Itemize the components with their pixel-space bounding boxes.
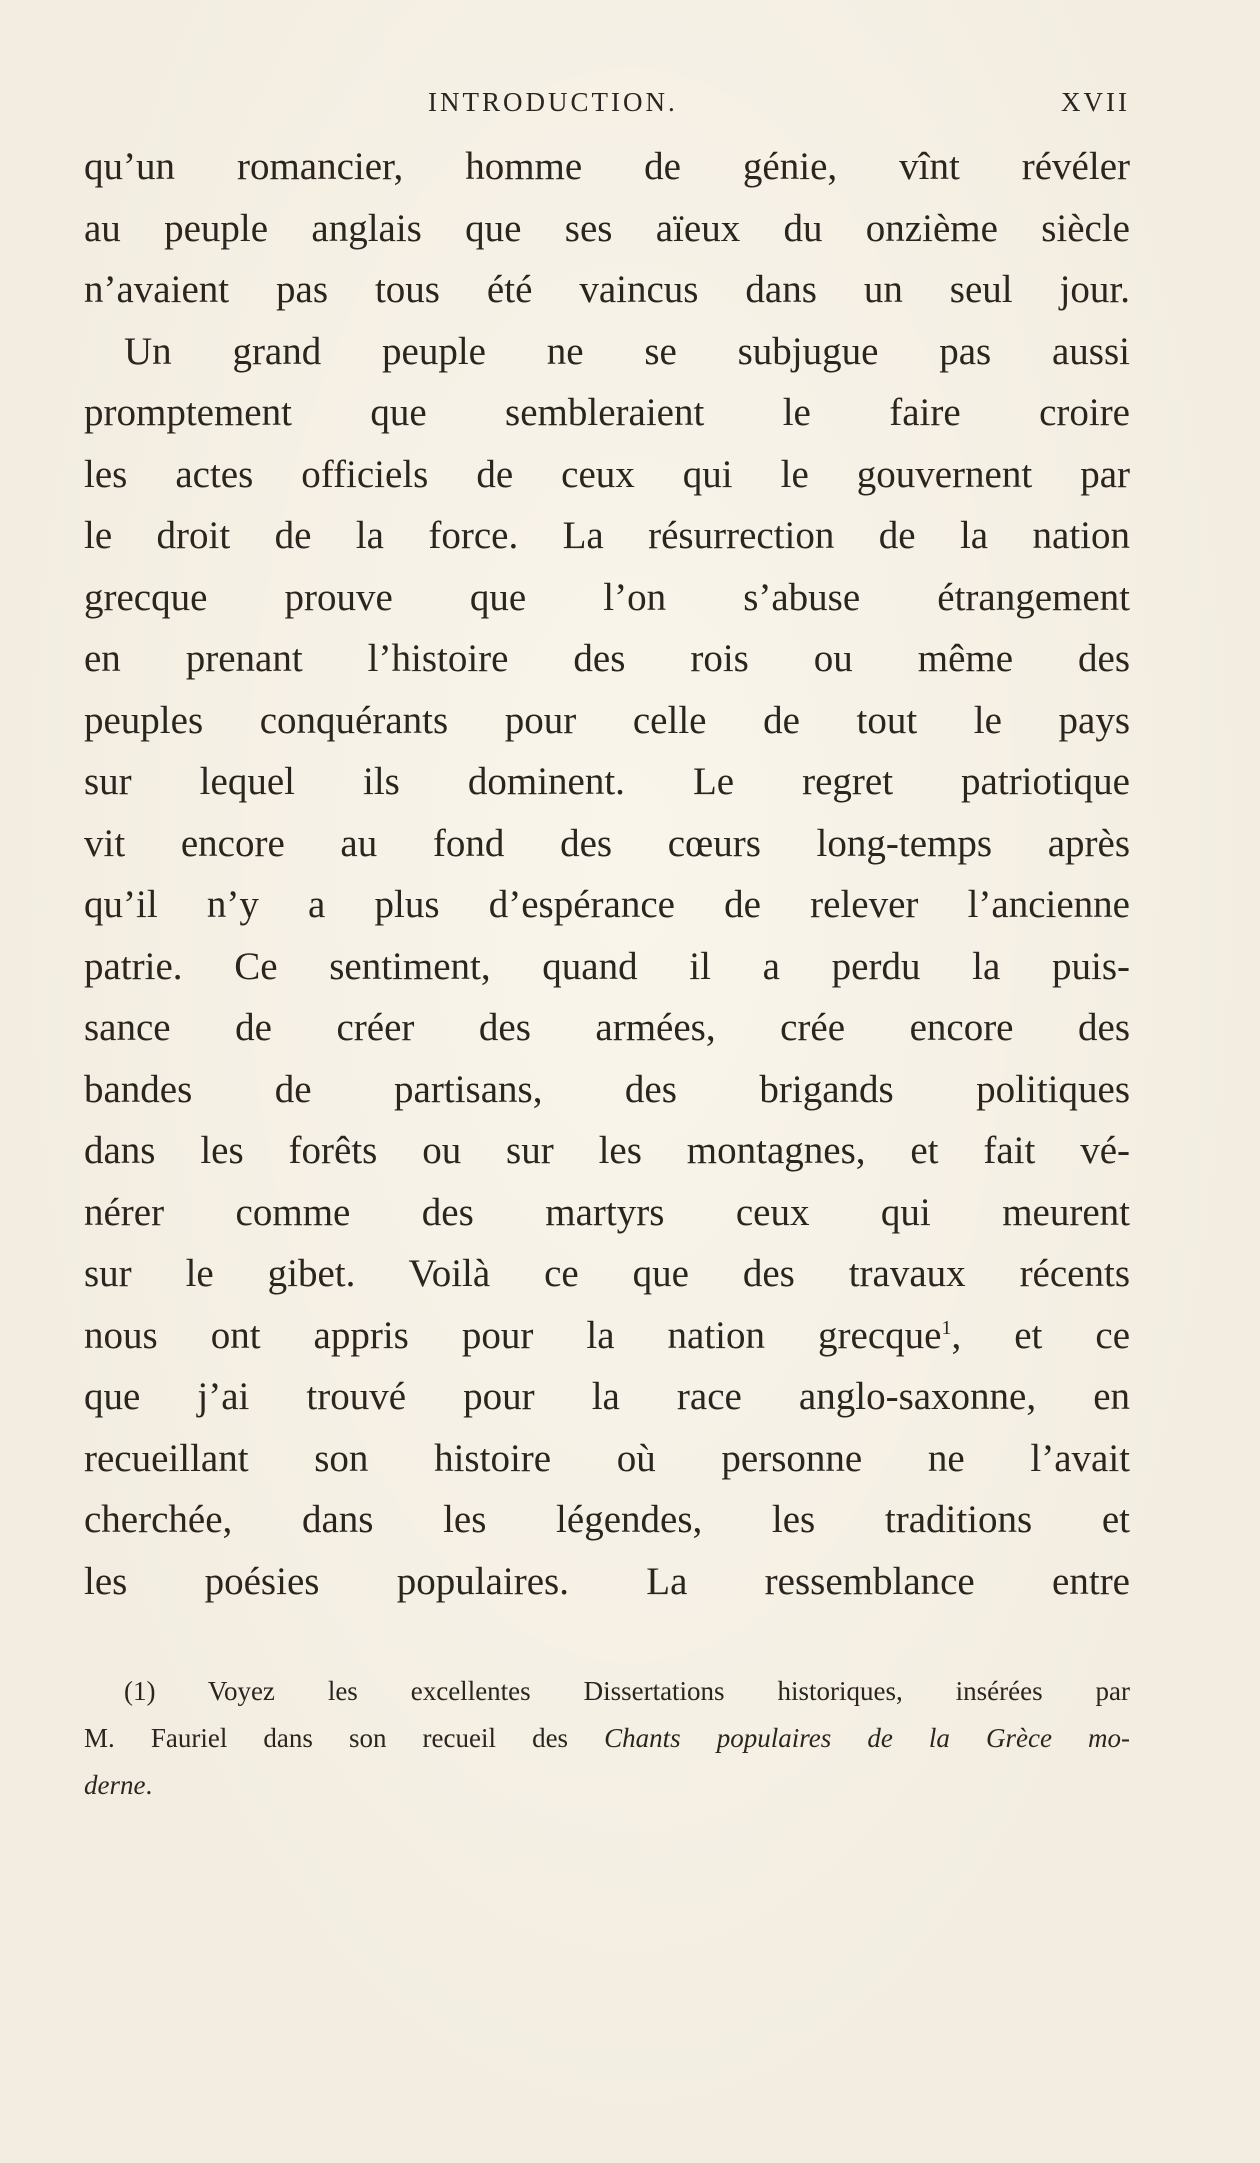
text-line: nérer comme des martyrs ceux qui meurent [84,1190,1130,1234]
footnote-reference: 1 [941,1316,952,1339]
text-line: en prenant l’histoire des rois ou même des [84,637,1130,680]
footnote-line [84,1715,1130,1762]
text-line: recueillant son histoire où personne ne l’avait [84,1436,1130,1480]
text-line: sur lequel ils dominent. Le regret patriotique [84,760,1130,803]
page-number: XVII [1061,87,1130,117]
footnote-marker: (1) [124,1676,156,1706]
text-line: vit encore au fond des cœurs long-temps après [84,821,1130,865]
footnote-line [84,1668,1130,1715]
footnote-line [84,1762,1130,1809]
footnote-text: Voyez les excellentes Dissertations historiques, insérées par [207,1676,1130,1706]
main-text [84,136,1130,1612]
text-line: qu’il n’y a plus d’espérance de relever l’ancienne [84,883,1130,926]
text-line: le droit de la force. La résurrection de la nation [84,514,1130,557]
text-line: bandes de partisans, des brigands politiques [84,1067,1130,1111]
text-line-start: nous ont appris pour la nation grecque [84,1313,942,1357]
text-line: patrie. Ce sentiment, quand il a perdu la puis- [84,944,1130,988]
footnote [84,1668,1130,1809]
footnote-title-italic: Chants populaires de la Grèce mo- [604,1723,1131,1753]
text-line: peuples conquérants pour celle de tout le pays [84,698,1130,742]
text-line: dans les forêts ou sur les montagnes, et fait vé- [84,1129,1130,1172]
text-line: que j’ai trouvé pour la race anglo-saxonne, en [84,1375,1130,1418]
text-line: sance de créer des armées, crée encore des [84,1006,1130,1049]
text-line-end: , et ce [951,1313,1130,1357]
page-header [428,82,1130,122]
text-line: les actes officiels de ceux qui le gouvernent par [84,452,1130,496]
text-line: Un grand peuple ne se subjugue pas aussi [124,329,1130,373]
text-line: qu’un romancier, homme de génie, vînt révéler [84,145,1130,188]
text-line: sur le gibet. Voilà ce que des travaux récents [84,1252,1130,1295]
text-line: n’avaient pas tous été vaincus dans un seul jour. [84,268,1130,311]
footnote-title-italic: derne [84,1770,146,1800]
text-line: promptement que sembleraient le faire croire [84,391,1130,434]
text-line-with-footnote-ref [84,1305,1130,1367]
footnote-text: M. Fauriel dans son recueil des [84,1723,605,1753]
text-line: cherchée, dans les légendes, les traditions et [84,1498,1130,1541]
text-line: les poésies populaires. La ressemblance entre [84,1559,1130,1603]
text-line: au peuple anglais que ses aïeux du onzième siècle [84,206,1130,250]
footnote-text: . [145,1770,153,1800]
text-line: grecque prouve que l’on s’abuse étrangement [84,575,1130,619]
running-title: INTRODUCTION. [428,87,678,117]
